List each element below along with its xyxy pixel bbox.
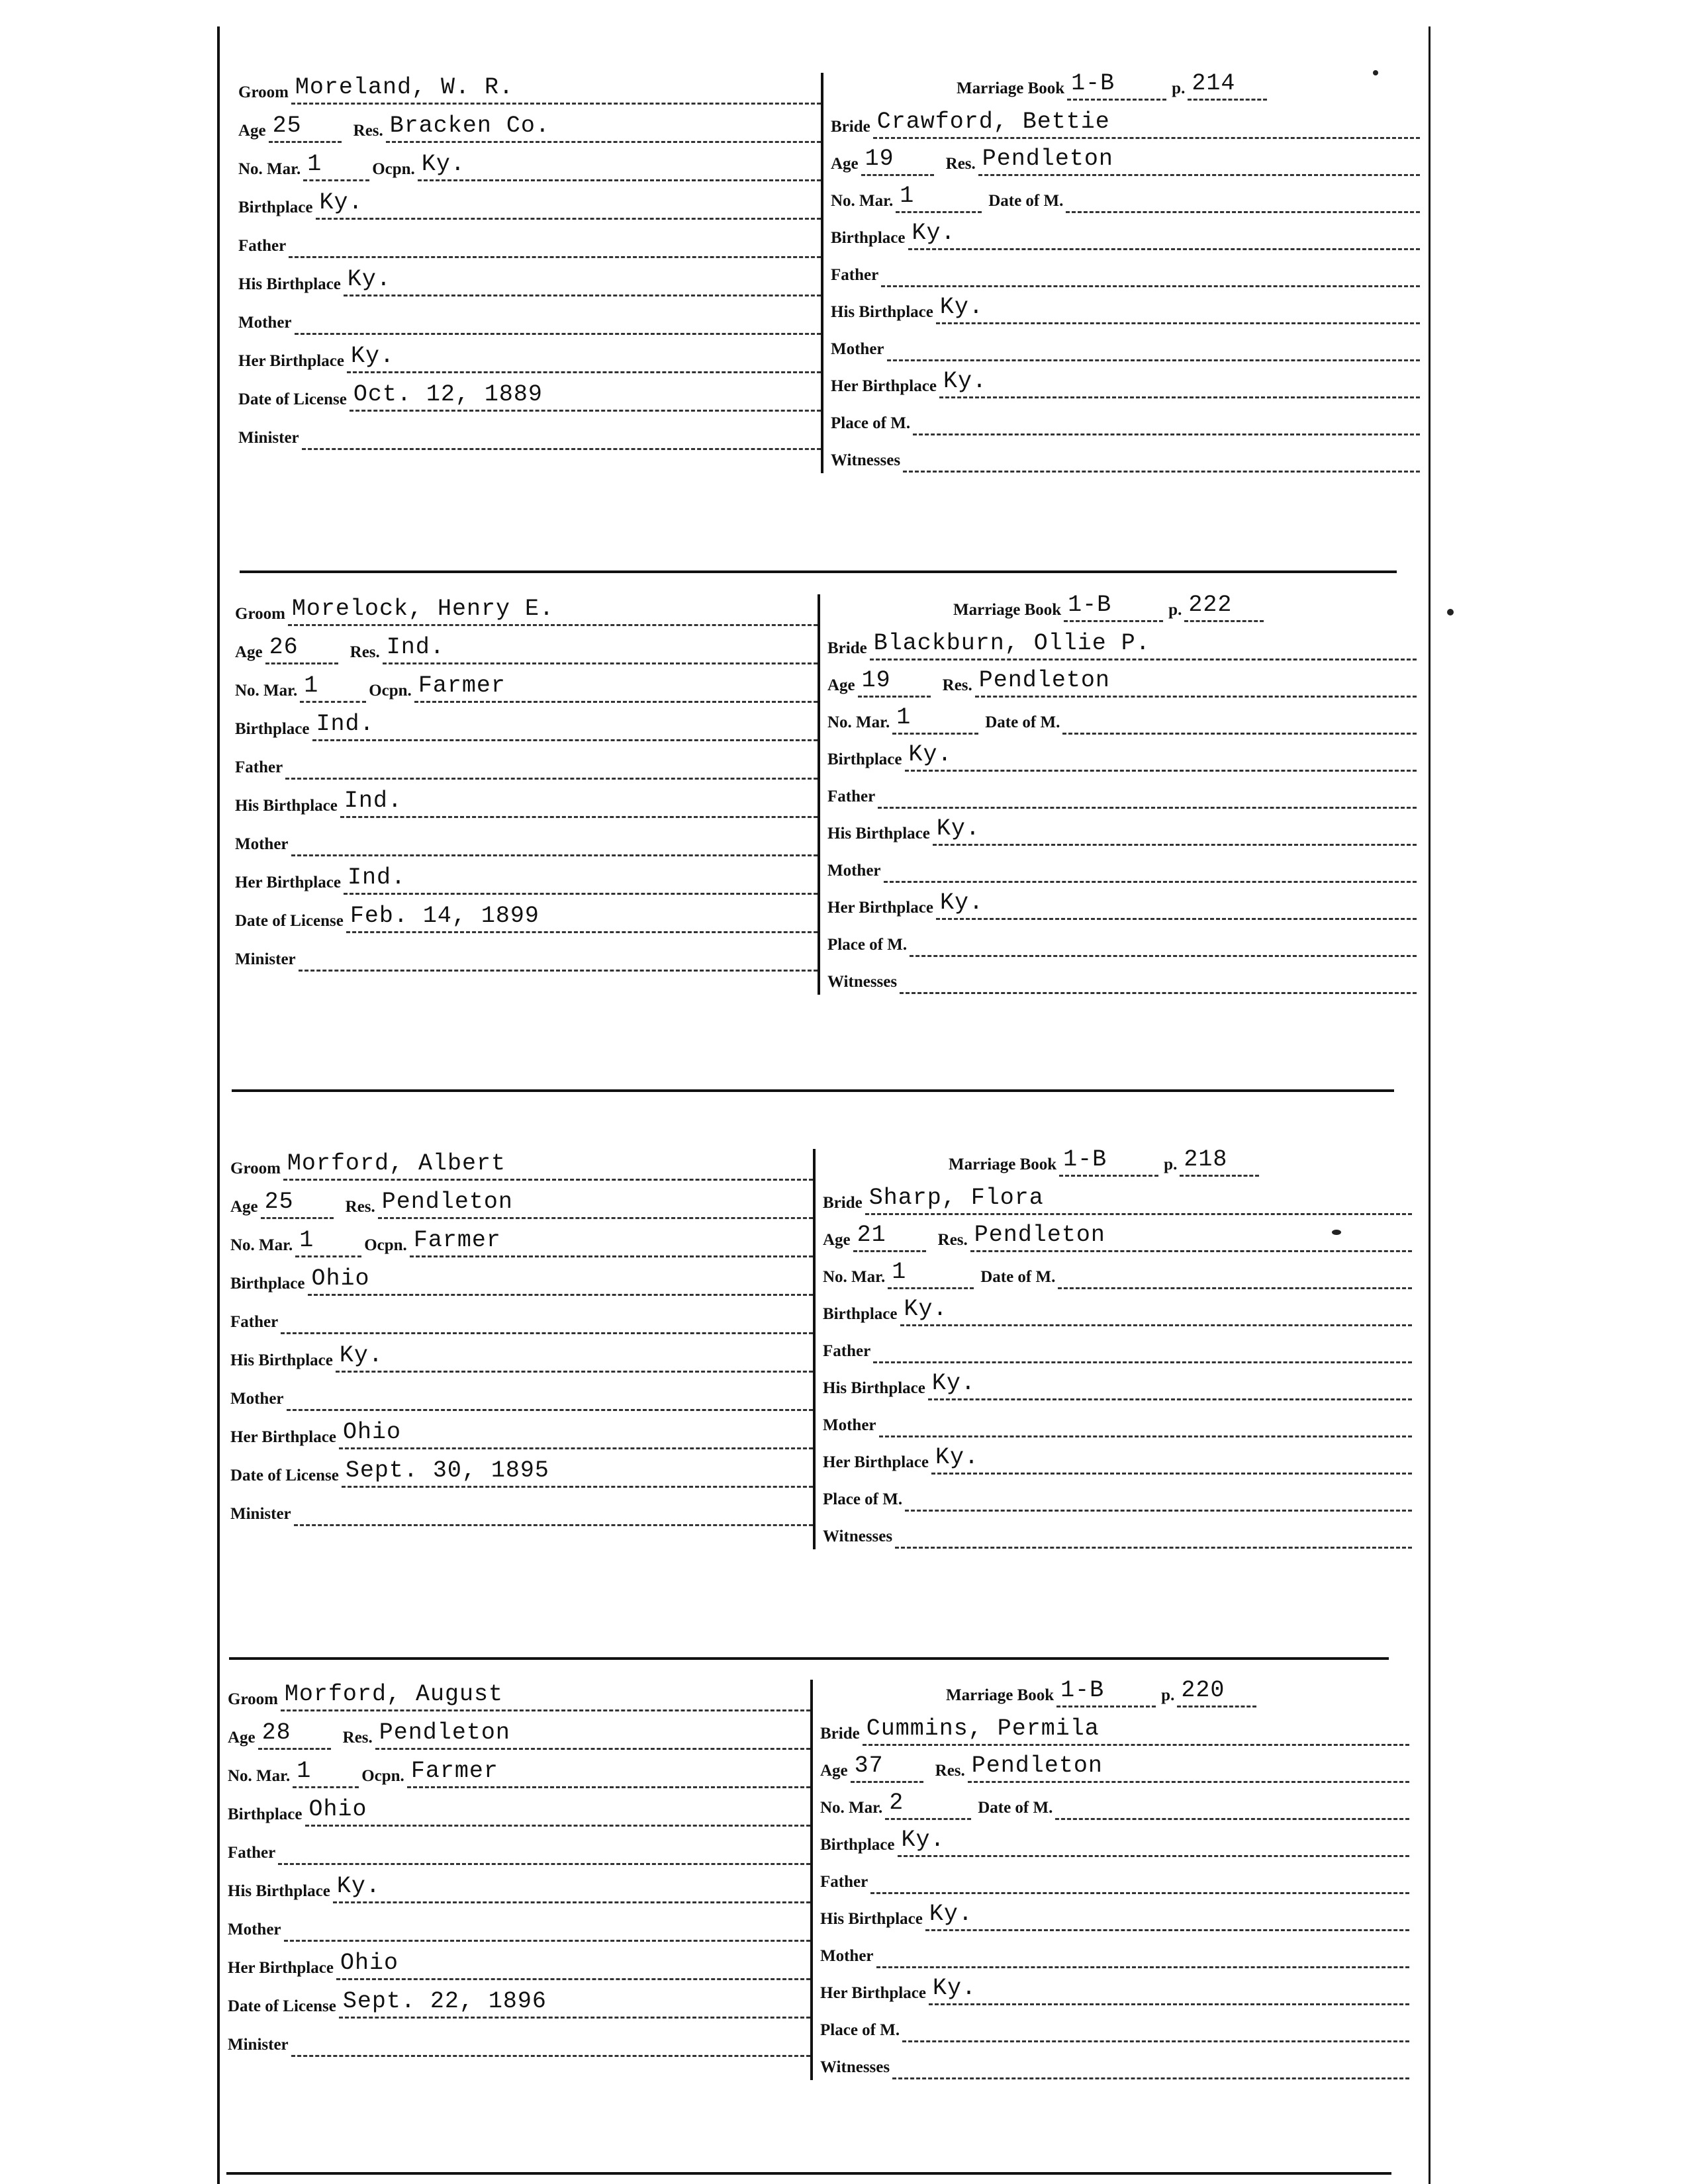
her-birthplace-label: Her Birthplace	[230, 1428, 336, 1446]
ocpn-label: Ocpn.	[364, 1236, 407, 1254]
groom-section	[235, 588, 818, 1011]
father-label: Father	[238, 237, 287, 255]
bride-label: Bride	[827, 639, 867, 657]
bride-his-birthplace: Ky.	[939, 294, 984, 320]
page-number: 218	[1184, 1146, 1228, 1173]
groom-label: Groom	[235, 605, 285, 623]
card-separator	[226, 2172, 1391, 2175]
date-of-m-label: Date of M.	[988, 192, 1064, 210]
bride-age: 19	[865, 146, 894, 172]
marriage-book-value: 1-B	[1071, 70, 1115, 97]
groom-date-of-license: Sept. 30, 1895	[345, 1457, 549, 1484]
groom-her-birthplace: Ohio	[342, 1419, 401, 1445]
birthplace-label: Birthplace	[831, 229, 906, 247]
age-label: Age	[827, 676, 855, 694]
birthplace-label: Birthplace	[823, 1305, 898, 1323]
groom-birthplace: Ind.	[316, 711, 375, 737]
birthplace-label: Birthplace	[820, 1836, 895, 1854]
marriage-book-label: Marriage Book	[953, 601, 1062, 619]
birthplace-label: Birthplace	[228, 1805, 303, 1823]
groom-age: 25	[264, 1189, 294, 1215]
his-birthplace-label: His Birthplace	[238, 275, 341, 293]
groom-ocpn: Farmer	[410, 1758, 498, 1784]
place-of-m-label: Place of M.	[820, 2021, 900, 2039]
father-label: Father	[820, 1873, 868, 1891]
bride-section	[820, 1673, 1409, 2097]
bride-no-mar: 2	[889, 1790, 904, 1816]
date-of-m-label: Date of M.	[985, 713, 1060, 731]
groom-age: 28	[261, 1719, 291, 1746]
page-label: p.	[1172, 79, 1186, 97]
no-mar-label: No. Mar.	[827, 713, 890, 731]
date-of-license-label: Date of License	[238, 390, 347, 408]
his-birthplace-label: His Birthplace	[820, 1910, 923, 1928]
father-label: Father	[831, 266, 879, 284]
his-birthplace-label: His Birthplace	[827, 825, 930, 842]
bride-birthplace: Ky.	[901, 1827, 945, 1853]
groom-label: Groom	[238, 83, 289, 101]
mother-label: Mother	[228, 1921, 281, 1938]
his-birthplace-label: His Birthplace	[831, 303, 933, 321]
birthplace-label: Birthplace	[827, 751, 902, 768]
ocpn-label: Ocpn.	[369, 682, 412, 700]
groom-name: Morelock, Henry E.	[291, 596, 554, 622]
bride-her-birthplace: Ky.	[935, 1444, 979, 1471]
bride-birthplace: Ky.	[904, 1296, 948, 1322]
groom-res: Pendleton	[381, 1189, 513, 1215]
groom-no-mar: 1	[307, 151, 322, 177]
res-label: Res.	[942, 676, 972, 694]
no-mar-label: No. Mar.	[238, 160, 301, 178]
res-label: Res.	[350, 643, 380, 661]
bride-no-mar: 1	[896, 704, 912, 731]
groom-no-mar: 1	[299, 1227, 314, 1253]
his-birthplace-label: His Birthplace	[228, 1882, 330, 1900]
her-birthplace-label: Her Birthplace	[831, 377, 937, 395]
right-edge-line	[1429, 26, 1430, 2184]
bride-label: Bride	[823, 1194, 863, 1212]
bride-section	[831, 66, 1420, 490]
her-birthplace-label: Her Birthplace	[827, 899, 933, 917]
marriage-book-value: 1-B	[1063, 1146, 1107, 1173]
marriage-book-value: 1-B	[1060, 1677, 1105, 1704]
groom-res: Bracken Co.	[389, 113, 550, 139]
father-label: Father	[228, 1844, 276, 1862]
age-label: Age	[235, 643, 263, 661]
no-mar-label: No. Mar.	[228, 1767, 291, 1785]
age-label: Age	[228, 1729, 256, 1747]
age-label: Age	[831, 155, 859, 173]
his-birthplace-label: His Birthplace	[230, 1351, 333, 1369]
age-label: Age	[230, 1198, 258, 1216]
groom-section	[238, 66, 821, 490]
groom-his-birthplace: Ky.	[347, 266, 391, 293]
ocpn-label: Ocpn.	[361, 1767, 404, 1785]
minister-label: Minister	[228, 2036, 289, 2054]
groom-her-birthplace: Ky.	[350, 343, 395, 369]
mother-label: Mother	[831, 340, 884, 358]
groom-her-birthplace: Ohio	[340, 1950, 399, 1976]
column-divider	[810, 1680, 813, 2080]
marriage-book-label: Marriage Book	[949, 1156, 1057, 1173]
bride-name: Sharp, Flora	[868, 1185, 1044, 1211]
mother-label: Mother	[230, 1390, 284, 1408]
scan-speck	[1447, 609, 1454, 615]
bride-res: Pendleton	[978, 667, 1110, 694]
his-birthplace-label: His Birthplace	[235, 797, 338, 815]
column-divider	[813, 1149, 816, 1549]
mother-label: Mother	[238, 314, 292, 332]
groom-her-birthplace: Ind.	[347, 864, 406, 891]
father-label: Father	[230, 1313, 279, 1331]
res-label: Res.	[342, 1729, 373, 1747]
page-number: 222	[1188, 592, 1233, 618]
no-mar-label: No. Mar.	[831, 192, 894, 210]
groom-ocpn: Farmer	[413, 1227, 501, 1253]
bride-name: Crawford, Bettie	[876, 109, 1110, 135]
card-separator	[232, 1089, 1394, 1092]
mother-label: Mother	[823, 1416, 876, 1434]
date-of-license-label: Date of License	[228, 1997, 336, 2015]
age-label: Age	[823, 1231, 851, 1249]
no-mar-label: No. Mar.	[820, 1799, 883, 1817]
res-label: Res.	[345, 1198, 375, 1216]
bride-his-birthplace: Ky.	[931, 1370, 976, 1396]
column-divider	[818, 594, 820, 995]
bride-age: 21	[857, 1222, 886, 1248]
mother-label: Mother	[827, 862, 881, 880]
date-of-license-label: Date of License	[235, 912, 344, 930]
column-divider	[821, 73, 823, 473]
groom-section	[228, 1673, 810, 2097]
marriage-book-value: 1-B	[1068, 592, 1112, 618]
birthplace-label: Birthplace	[235, 720, 310, 738]
groom-his-birthplace: Ky.	[339, 1342, 383, 1369]
groom-birthplace: Ohio	[308, 1796, 367, 1823]
page-label: p.	[1164, 1156, 1178, 1173]
record-card-3	[230, 1142, 1392, 1566]
bride-birthplace: Ky.	[908, 741, 953, 768]
birthplace-label: Birthplace	[230, 1275, 305, 1293]
bride-her-birthplace: Ky.	[932, 1975, 976, 2001]
marriage-book-label: Marriage Book	[957, 79, 1065, 97]
bride-res: Pendleton	[974, 1222, 1105, 1248]
no-mar-label: No. Mar.	[235, 682, 298, 700]
her-birthplace-label: Her Birthplace	[238, 352, 344, 370]
minister-label: Minister	[238, 429, 299, 447]
witnesses-label: Witnesses	[823, 1527, 893, 1545]
groom-res: Ind.	[386, 634, 445, 660]
her-birthplace-label: Her Birthplace	[228, 1959, 334, 1977]
groom-name: Morford, Albert	[287, 1150, 506, 1177]
groom-date-of-license: Feb. 14, 1899	[350, 903, 539, 929]
groom-label: Groom	[230, 1160, 281, 1177]
groom-name: Moreland, W. R.	[295, 74, 514, 101]
mother-label: Mother	[235, 835, 289, 853]
groom-date-of-license: Sept. 22, 1896	[342, 1988, 547, 2015]
card-separator	[240, 570, 1397, 573]
no-mar-label: No. Mar.	[230, 1236, 293, 1254]
record-card-4	[228, 1673, 1391, 2097]
birthplace-label: Birthplace	[238, 199, 313, 216]
witnesses-label: Witnesses	[831, 451, 901, 469]
place-of-m-label: Place of M.	[827, 936, 908, 954]
groom-his-birthplace: Ky.	[336, 1873, 381, 1899]
marriage-book-label: Marriage Book	[946, 1686, 1055, 1704]
her-birthplace-label: Her Birthplace	[235, 874, 341, 891]
groom-res: Pendleton	[379, 1719, 510, 1746]
page-label: p.	[1168, 601, 1182, 619]
res-label: Res.	[937, 1231, 968, 1249]
bride-her-birthplace: Ky.	[943, 368, 987, 394]
groom-ocpn: Farmer	[418, 672, 506, 699]
bride-section	[827, 588, 1417, 1011]
record-card-2	[235, 588, 1397, 1011]
groom-his-birthplace: Ind.	[344, 788, 402, 814]
bride-label: Bride	[831, 118, 870, 136]
page-number: 214	[1192, 70, 1236, 97]
groom-no-mar: 1	[297, 1758, 312, 1784]
res-label: Res.	[945, 155, 976, 173]
father-label: Father	[235, 758, 283, 776]
left-edge-line	[217, 26, 220, 2184]
bride-res: Pendleton	[982, 146, 1113, 172]
bride-no-mar: 1	[900, 183, 915, 209]
father-label: Father	[823, 1342, 871, 1360]
her-birthplace-label: Her Birthplace	[823, 1453, 929, 1471]
age-label: Age	[820, 1762, 848, 1780]
mother-label: Mother	[820, 1947, 874, 1965]
groom-ocpn: Ky.	[421, 151, 465, 177]
no-mar-label: No. Mar.	[823, 1268, 886, 1286]
her-birthplace-label: Her Birthplace	[820, 1984, 926, 2002]
bride-age: 37	[854, 1752, 884, 1779]
groom-age: 25	[272, 113, 302, 139]
bride-no-mar: 1	[892, 1259, 907, 1285]
place-of-m-label: Place of M.	[823, 1490, 903, 1508]
date-of-m-label: Date of M.	[980, 1268, 1056, 1286]
bride-his-birthplace: Ky.	[929, 1901, 973, 1927]
record-card-1	[238, 66, 1397, 490]
bride-label: Bride	[820, 1725, 860, 1743]
groom-label: Groom	[228, 1690, 278, 1708]
groom-date-of-license: Oct. 12, 1889	[353, 381, 543, 408]
witnesses-label: Witnesses	[827, 973, 898, 991]
age-label: Age	[238, 122, 266, 140]
minister-label: Minister	[230, 1505, 291, 1523]
bride-name: Cummins, Permila	[866, 1715, 1100, 1742]
witnesses-label: Witnesses	[820, 2058, 890, 2076]
his-birthplace-label: His Birthplace	[823, 1379, 925, 1397]
page-label: p.	[1161, 1686, 1175, 1704]
father-label: Father	[827, 788, 876, 805]
groom-birthplace: Ohio	[311, 1265, 370, 1292]
groom-name: Morford, August	[284, 1681, 503, 1707]
date-of-license-label: Date of License	[230, 1467, 339, 1484]
bride-birthplace: Ky.	[912, 220, 956, 246]
res-label: Res.	[935, 1762, 965, 1780]
bride-her-birthplace: Ky.	[939, 889, 984, 916]
card-separator	[229, 1657, 1389, 1660]
date-of-m-label: Date of M.	[978, 1799, 1053, 1817]
page-number: 220	[1181, 1677, 1225, 1704]
bride-res: Pendleton	[971, 1752, 1103, 1779]
place-of-m-label: Place of M.	[831, 414, 911, 432]
groom-birthplace: Ky.	[319, 189, 363, 216]
groom-section	[230, 1142, 813, 1566]
bride-name: Blackburn, Ollie P.	[873, 630, 1150, 657]
minister-label: Minister	[235, 950, 296, 968]
bride-section	[823, 1142, 1412, 1566]
bride-age: 19	[861, 667, 891, 694]
bride-his-birthplace: Ky.	[936, 815, 980, 842]
groom-age: 26	[269, 634, 299, 660]
groom-no-mar: 1	[304, 672, 319, 699]
res-label: Res.	[353, 122, 383, 140]
ocpn-label: Ocpn.	[372, 160, 415, 178]
